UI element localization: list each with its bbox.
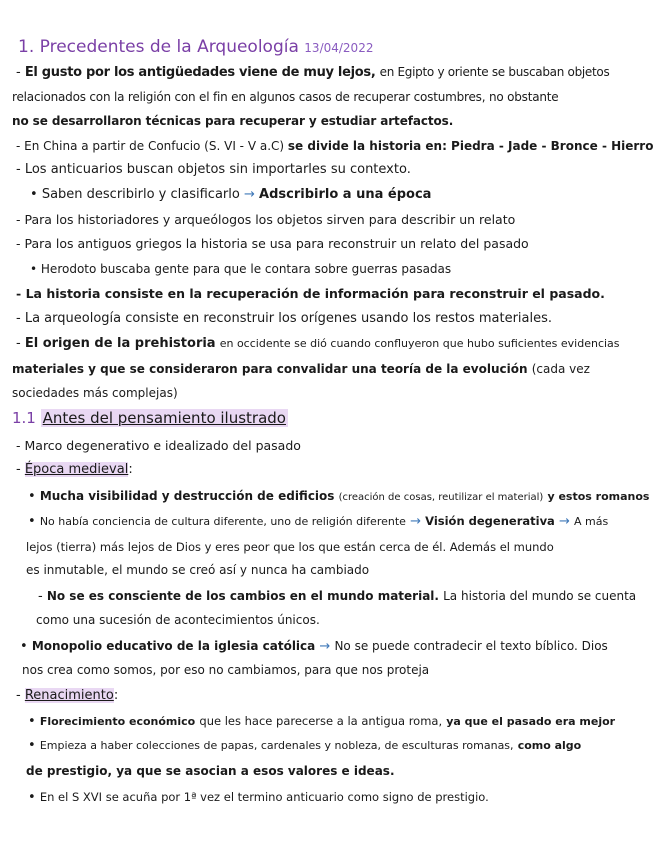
section-heading: 1.1 Antes del pensamiento ilustrado bbox=[12, 409, 286, 427]
note-subline: • En el S XVI se acuña por 1ª vez el termino anticuario como signo de prestigio. bbox=[28, 790, 489, 805]
note-line: sociedades más complejas) bbox=[12, 386, 178, 400]
arrow-icon: → bbox=[558, 514, 570, 529]
note-line: - Época medieval: bbox=[16, 462, 133, 477]
note-line: - La arqueología consiste en reconstruir los orígenes usando los restos materiales. bbox=[16, 311, 553, 326]
note-line: como una sucesión de acontecimientos únicos. bbox=[36, 613, 320, 627]
note-line: - El origen de la prehistoria en occidente se dió cuando confluyeron que hubo suficientes evidencias bbox=[16, 336, 620, 351]
note-line: - Renacimiento: bbox=[16, 688, 119, 703]
note-line: no se desarrollaron técnicas para recuperar y estudiar artefactos. bbox=[12, 114, 454, 128]
arrow-icon: → bbox=[410, 514, 421, 529]
note-subline: - No se es consciente de los cambios en el mundo material. La historia del mundo se cuenta bbox=[38, 589, 637, 604]
title-number: 1. bbox=[18, 37, 35, 57]
note-subline: • Florecimiento económico que les hace parecerse a la antigua roma, ya que el pasado era mejor bbox=[28, 714, 616, 729]
title-date: 13/04/2022 bbox=[304, 41, 374, 55]
title-text: Precedentes de la Arqueología bbox=[39, 37, 299, 57]
note-line: - En China a partir de Confucio (S. VI - V a.C) se divide la historia en: Piedra - Jade - Bronce - Hierro bbox=[16, 139, 653, 153]
note-line: - La historia consiste en la recuperación de información para reconstruir el pasado. bbox=[16, 286, 605, 301]
note-line: de prestigio, ya que se asocian a esos valores e ideas. bbox=[26, 764, 395, 778]
note-line: - Para los antiguos griegos la historia se usa para reconstruir un relato del pasado bbox=[16, 236, 529, 251]
page-title bbox=[18, 37, 373, 58]
note-line: - El gusto por los antigüedades viene de muy lejos, en Egipto y oriente se buscaban objetos bbox=[16, 65, 610, 80]
note-line: - Para los historiadores y arqueólogos los objetos sirven para describir un relato bbox=[16, 212, 516, 227]
note-line: - Marco degenerativo e idealizado del pasado bbox=[16, 438, 301, 453]
note-subline: • Monopolio educativo de la iglesia católica → No se puede contradecir el texto bíblico. Dios bbox=[20, 639, 608, 654]
note-line: materiales y que se consideraron para convalidar una teoría de la evolución (cada vez bbox=[12, 362, 590, 376]
note-subline: • Saben describirlo y clasificarlo → Adscribirlo a una época bbox=[30, 187, 432, 202]
note-line: relacionados con la religión con el fin en algunos casos de recuperar costumbres, no obstante bbox=[12, 90, 559, 104]
note-subline: • Empieza a haber colecciones de papas, cardenales y nobleza, de esculturas romanas, como algo bbox=[28, 738, 582, 753]
note-line: - Los anticuarios buscan objetos sin importarles su contexto. bbox=[16, 162, 411, 177]
note-subline: • Herodoto buscaba gente para que le contara sobre guerras pasadas bbox=[30, 262, 452, 276]
note-line: lejos (tierra) más lejos de Dios y eres peor que los que están cerca de él. Además el mundo bbox=[26, 540, 554, 554]
note-line: es inmutable, el mundo se creó así y nunca ha cambiado bbox=[26, 563, 370, 577]
note-subline: • Mucha visibilidad y destrucción de edificios (creación de cosas, reutilizar el material) y estos romanos bbox=[28, 489, 650, 504]
arrow-icon: → bbox=[243, 187, 255, 202]
arrow-icon: → bbox=[319, 639, 331, 654]
note-line: nos crea como somos, por eso no cambiamos, para que nos proteja bbox=[22, 663, 430, 677]
note-subline: • No había conciencia de cultura diferente, uno de religión diferente → Visión degenerativa → A más bbox=[28, 514, 609, 529]
